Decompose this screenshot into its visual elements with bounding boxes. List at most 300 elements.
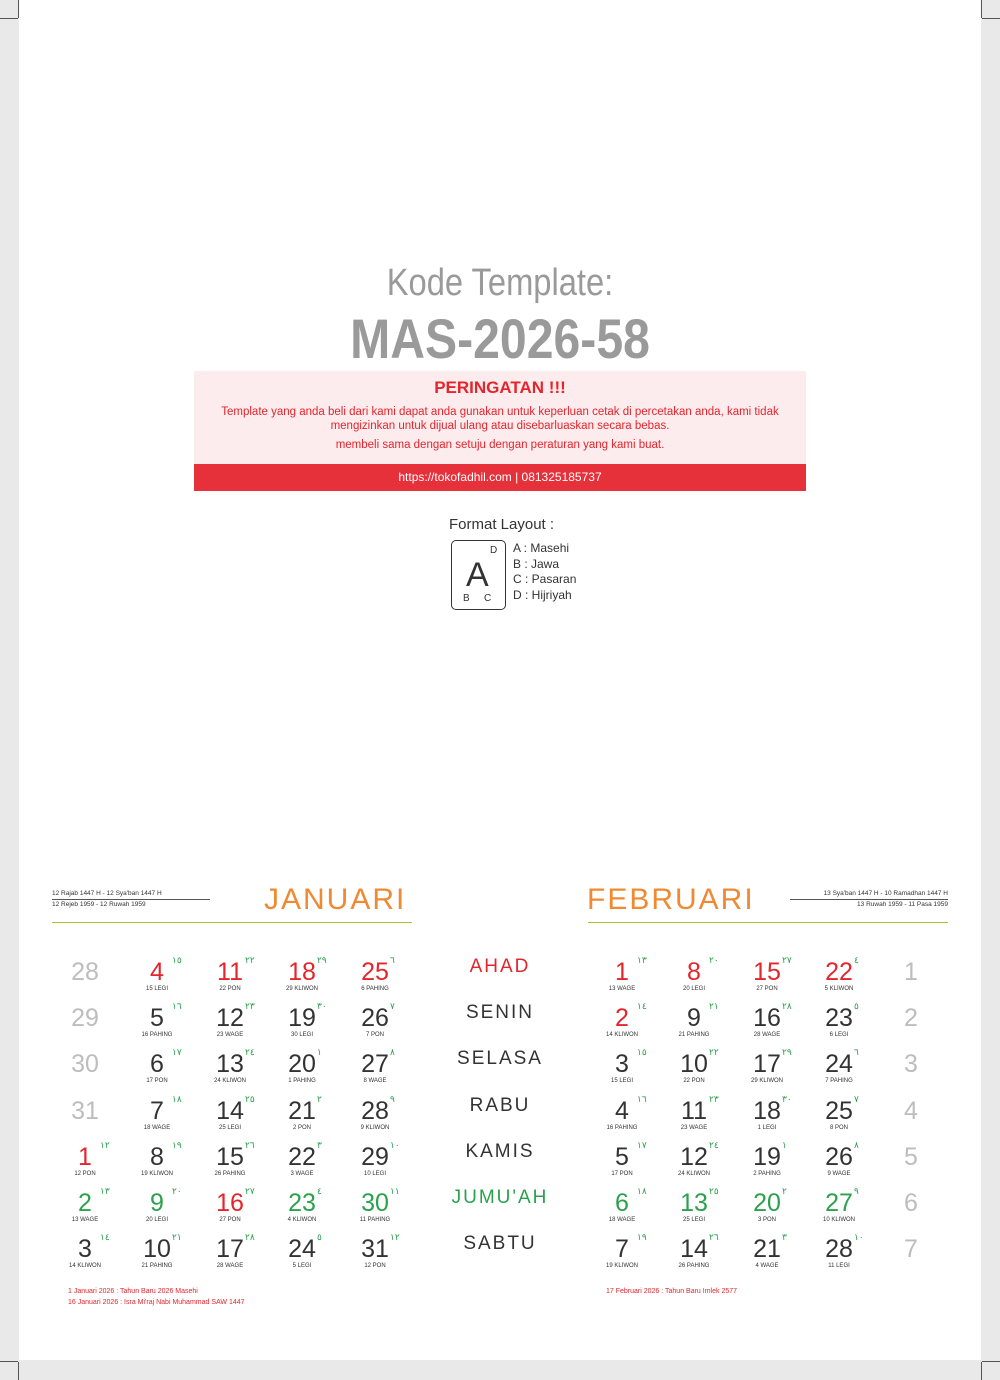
date-number: 6: [615, 1189, 629, 1217]
january-day-cell: [194, 1141, 266, 1187]
february-day-cell: [875, 956, 947, 1002]
january-day-cell: [266, 1141, 338, 1187]
february-title: FEBRUARI: [587, 883, 755, 916]
february-hijri-range: 13 Sya'ban 1447 H - 10 Ramadhan 1447 H: [823, 890, 948, 897]
hijri-date: ٢: [782, 1186, 787, 1196]
date-number: 8: [150, 1142, 164, 1171]
hijri-date: ١٧: [172, 1047, 182, 1058]
date-number: 2: [78, 1189, 92, 1217]
date-number: 26: [361, 1004, 389, 1033]
date-number: 21: [288, 1096, 316, 1125]
hijri-date: ١٤: [637, 1001, 647, 1012]
warning-title: PERINGATAN !!!: [434, 378, 566, 397]
javanese-date: 13 WAGE: [71, 1217, 99, 1223]
date-number: 10: [680, 1050, 708, 1079]
date-number: 22: [288, 1142, 316, 1171]
javanese-date: 23 WAGE: [216, 1032, 244, 1039]
hijri-date: ٣: [782, 1232, 787, 1243]
hijri-date: ٧: [390, 1001, 395, 1012]
date-number: 14: [680, 1235, 708, 1264]
date-number: 11: [681, 1096, 707, 1125]
february-day-cell: [658, 1187, 730, 1233]
hijri-date: ١٣: [637, 955, 647, 965]
hijri-date: ٢٧: [245, 1186, 255, 1196]
february-day-cell: [803, 1141, 875, 1187]
january-day-cell: [339, 1187, 411, 1233]
february-day-cell: [803, 1233, 875, 1279]
february-day-cell: [875, 1233, 947, 1279]
javanese-date: 9 WAGE: [827, 1170, 851, 1177]
date-number: 28: [361, 1096, 389, 1125]
javanese-date: 26 PAHING: [678, 1263, 710, 1270]
january-day-cell: [49, 956, 121, 1002]
hijri-date: ٨: [390, 1047, 395, 1058]
javanese-date: 23 WAGE: [680, 1124, 708, 1131]
january-day-cell: [121, 1002, 193, 1048]
hijri-date: ٢٦: [245, 1139, 255, 1150]
javanese-date: 10 LEGI: [363, 1170, 386, 1177]
january-day-cell: [266, 1233, 338, 1279]
javanese-date: 28 WAGE: [216, 1263, 244, 1270]
february-day-cell: [658, 1141, 730, 1187]
january-day-cell: [49, 1187, 121, 1233]
hijri-date: ٢: [317, 1093, 322, 1104]
javanese-date: 11 LEGI: [828, 1263, 850, 1270]
weekday-label: SABTU: [463, 1233, 537, 1255]
javanese-date: 22 PON: [683, 1078, 705, 1085]
february-day-cell: [586, 1095, 658, 1141]
hijri-date: ٩: [854, 1186, 859, 1196]
january-day-cell: [194, 1233, 266, 1279]
date-number: 11: [217, 958, 243, 986]
february-day-cell: [586, 1233, 658, 1279]
hijri-date: ١٠: [854, 1232, 864, 1243]
crop-mark: [0, 18, 18, 19]
date-number: 17: [753, 1050, 781, 1079]
javanese-date: 14 KLIWON: [68, 1263, 101, 1270]
hijri-date: ٢٣: [709, 1093, 719, 1104]
holiday-note: 16 Januari 2026 : Isra Mi'raj Nabi Muhammad SAW 1447: [68, 1299, 245, 1306]
javanese-date: 1 PAHING: [288, 1078, 316, 1085]
hijri-date: ٦: [390, 955, 395, 965]
hijri-date: ١٤: [100, 1232, 110, 1243]
january-underline: [52, 922, 412, 923]
format-letter-c: C: [484, 593, 492, 604]
date-number: 17: [216, 1235, 244, 1264]
javanese-date: 28 WAGE: [753, 1032, 781, 1039]
format-layout-title: Format Layout :: [449, 516, 555, 533]
date-number: 13: [216, 1050, 244, 1079]
february-day-cell: [731, 1187, 803, 1233]
date-number: 24: [825, 1050, 853, 1079]
date-number: 29: [71, 1004, 99, 1033]
javanese-date: 25 LEGI: [218, 1124, 241, 1131]
date-number: 5: [904, 1142, 918, 1171]
date-number: 7: [150, 1096, 164, 1125]
format-legend: [513, 541, 576, 603]
hijri-date: ١: [317, 1047, 322, 1058]
javanese-date: 20 LEGI: [682, 986, 705, 992]
warning-text-line: membeli sama dengan setuju dengan peraturan yang kami buat.: [335, 439, 665, 451]
javanese-date: 22 PON: [219, 986, 241, 992]
february-day-cell: [875, 1187, 947, 1233]
february-day-cell: [875, 1095, 947, 1141]
january-javanese-range: 12 Rejeb 1959 - 12 Ruwah 1959: [52, 901, 146, 908]
date-number: 1: [904, 958, 918, 986]
hijri-date: ١٣: [100, 1186, 110, 1196]
date-number: 12: [216, 1004, 244, 1033]
january-day-cell: [194, 1048, 266, 1094]
february-day-cell: [803, 1002, 875, 1048]
date-number: 25: [361, 958, 389, 986]
crop-mark: [982, 1361, 1000, 1362]
hijri-date: ٥: [854, 1001, 859, 1012]
february-holidays: [606, 1286, 737, 1297]
warning-text-line: mengizinkan untuk dijual ulang atau disebarluaskan secara bebas.: [330, 420, 670, 432]
february-day-cell: [586, 1187, 658, 1233]
hijri-date: ١٠: [390, 1139, 400, 1150]
javanese-date: 26 PAHING: [214, 1170, 246, 1177]
javanese-date: 25 LEGI: [682, 1217, 705, 1223]
format-letter-b: B: [463, 593, 470, 604]
february-day-cell: [803, 956, 875, 1002]
javanese-date: 16 PAHING: [141, 1032, 173, 1039]
javanese-date: 5 LEGI: [292, 1263, 312, 1270]
hijri-date: ٢٩: [317, 955, 327, 965]
date-number: 28: [825, 1235, 853, 1264]
weekday-label: RABU: [469, 1094, 531, 1116]
february-day-cell: [586, 1141, 658, 1187]
crop-mark: [981, 0, 982, 18]
january-day-cell: [49, 1095, 121, 1141]
divider: [52, 899, 210, 900]
hijri-date: ٢٥: [245, 1093, 255, 1104]
january-day-cell: [266, 1002, 338, 1048]
hijri-date: ٢٢: [709, 1047, 719, 1058]
date-number: 30: [71, 1050, 99, 1079]
hijri-date: ٢٨: [782, 1001, 792, 1012]
format-letter-d: D: [490, 545, 498, 556]
january-day-cell: [121, 1095, 193, 1141]
february-day-cell: [731, 1141, 803, 1187]
january-day-cell: [266, 1187, 338, 1233]
javanese-date: 18 WAGE: [608, 1217, 636, 1223]
january-day-cell: [266, 1095, 338, 1141]
february-day-cell: [586, 1048, 658, 1094]
date-number: 27: [361, 1050, 389, 1079]
javanese-date: 29 KLIWON: [285, 986, 318, 992]
february-day-cell: [731, 1048, 803, 1094]
hijri-date: ٢٧: [782, 955, 792, 965]
january-day-cell: [121, 1187, 193, 1233]
january-day-cell: [194, 1095, 266, 1141]
january-day-cell: [339, 956, 411, 1002]
javanese-date: 7 PON: [365, 1032, 384, 1039]
hijri-date: ٢٨: [245, 1232, 255, 1243]
hijri-date: ١٦: [172, 1001, 182, 1012]
date-number: 19: [288, 1004, 316, 1033]
hijri-date: ١١: [390, 1186, 400, 1196]
javanese-date: 9 KLIWON: [360, 1124, 390, 1131]
date-number: 29: [361, 1142, 389, 1171]
format-legend-item: A : Masehi: [513, 541, 570, 555]
javanese-date: 6 LEGI: [829, 1032, 849, 1039]
javanese-date: 17 PON: [146, 1078, 168, 1085]
format-legend-item: B : Jawa: [513, 556, 560, 571]
javanese-date: 8 PON: [829, 1124, 848, 1131]
date-number: 3: [904, 1050, 918, 1079]
javanese-date: 19 KLIWON: [605, 1263, 638, 1270]
crop-mark: [18, 1362, 19, 1380]
date-number: 1: [78, 1142, 92, 1171]
february-day-cell: [731, 1233, 803, 1279]
february-day-cell: [586, 956, 658, 1002]
february-day-cell: [586, 1002, 658, 1048]
template-code-label: Kode Template:: [386, 262, 614, 304]
date-number: 15: [753, 958, 781, 986]
format-letter-a: A: [466, 556, 489, 594]
february-day-cell: [658, 1002, 730, 1048]
date-number: 14: [216, 1096, 244, 1125]
january-day-cell: [194, 956, 266, 1002]
january-title: JANUARI: [264, 883, 407, 916]
hijri-date: ٢٠: [172, 1186, 182, 1196]
javanese-date: 2 PON: [292, 1124, 311, 1131]
january-day-cell: [194, 1002, 266, 1048]
hijri-date: ١٥: [172, 955, 182, 965]
weekday-label: AHAD: [469, 956, 531, 977]
date-number: 20: [288, 1050, 316, 1079]
january-day-cell: [49, 1048, 121, 1094]
crop-mark: [18, 0, 19, 18]
date-number: 21: [753, 1235, 781, 1264]
january-day-cell: [266, 1048, 338, 1094]
hijri-date: ٢٠: [709, 955, 719, 965]
hijri-date: ١٦: [637, 1093, 647, 1104]
january-day-cell: [339, 1233, 411, 1279]
hijri-date: ٣٠: [317, 1001, 327, 1012]
january-day-cell: [339, 1002, 411, 1048]
february-underline: [588, 922, 948, 923]
february-day-cell: [731, 1002, 803, 1048]
template-code-value: MAS-2026-58: [350, 307, 650, 370]
hijri-date: ٤: [317, 1186, 322, 1196]
date-number: 16: [753, 1004, 781, 1033]
javanese-date: 4 KLIWON: [287, 1217, 317, 1223]
january-day-cell: [339, 1048, 411, 1094]
february-day-cell: [803, 1187, 875, 1233]
weekday-label: SELASA: [457, 1048, 543, 1070]
javanese-date: 19 KLIWON: [140, 1170, 173, 1177]
javanese-date: 3 WAGE: [290, 1170, 314, 1177]
date-number: 1: [615, 958, 629, 986]
hijri-date: ١٨: [172, 1093, 182, 1104]
date-number: 20: [753, 1189, 781, 1217]
january-day-cell: [339, 1095, 411, 1141]
hijri-date: ٣: [317, 1139, 322, 1150]
crop-mark: [0, 1361, 18, 1362]
javanese-date: 30 LEGI: [290, 1032, 313, 1039]
hijri-date: ١٩: [172, 1139, 182, 1150]
date-number: 24: [288, 1235, 316, 1264]
january-day-cell: [121, 1233, 193, 1279]
hijri-date: ٢٤: [709, 1139, 719, 1150]
javanese-date: 15 LEGI: [610, 1078, 633, 1085]
hijri-date: ٢٩: [782, 1047, 792, 1058]
hijri-date: ١: [782, 1139, 787, 1150]
javanese-date: 18 WAGE: [143, 1124, 171, 1131]
date-number: 23: [288, 1189, 316, 1217]
hijri-date: ١٩: [637, 1232, 647, 1243]
javanese-date: 21 PAHING: [678, 1032, 710, 1039]
date-number: 13: [680, 1189, 708, 1217]
date-number: 8: [687, 958, 701, 986]
february-day-cell: [803, 1048, 875, 1094]
hijri-date: ٥: [317, 1232, 322, 1243]
javanese-date: 1 LEGI: [757, 1124, 777, 1131]
javanese-date: 4 WAGE: [755, 1263, 779, 1270]
january-day-cell: [339, 1141, 411, 1187]
format-layout-diagram: [451, 540, 506, 610]
divider: [790, 899, 948, 900]
crop-mark: [981, 1362, 982, 1380]
javanese-date: 21 PAHING: [141, 1263, 173, 1270]
javanese-date: 3 PON: [757, 1217, 776, 1223]
hijri-date: ٨: [854, 1139, 859, 1150]
date-number: 9: [150, 1189, 164, 1217]
date-number: 19: [753, 1142, 781, 1171]
date-number: 25: [825, 1096, 853, 1125]
date-number: 23: [825, 1004, 853, 1033]
date-number: 5: [150, 1004, 164, 1033]
javanese-date: 20 LEGI: [145, 1217, 168, 1223]
javanese-date: 14 KLIWON: [605, 1032, 638, 1039]
january-day-cell: [121, 956, 193, 1002]
javanese-date: 10 KLIWON: [822, 1217, 855, 1223]
date-number: 3: [615, 1050, 629, 1079]
january-day-cell: [121, 1048, 193, 1094]
date-number: 5: [615, 1142, 629, 1171]
format-legend-item: C : Pasaran: [513, 572, 577, 586]
javanese-date: 6 PAHING: [361, 986, 389, 992]
hijri-date: ٢٢: [245, 955, 255, 965]
january-day-cell: [194, 1187, 266, 1233]
date-number: 18: [288, 958, 316, 986]
date-number: 2: [904, 1004, 918, 1033]
javanese-date: 11 PAHING: [359, 1217, 391, 1223]
javanese-date: 17 PON: [611, 1170, 633, 1177]
february-day-cell: [731, 956, 803, 1002]
date-number: 27: [825, 1189, 853, 1217]
date-number: 16: [216, 1189, 244, 1217]
date-number: 3: [78, 1235, 92, 1264]
date-number: 4: [904, 1096, 918, 1125]
january-day-cell: [49, 1002, 121, 1048]
january-hijri-range: 12 Rajab 1447 H - 12 Sya'ban 1447 H: [52, 890, 162, 897]
date-number: 2: [615, 1004, 629, 1033]
javanese-date: 12 PON: [74, 1170, 96, 1177]
javanese-date: 8 WAGE: [363, 1078, 387, 1085]
javanese-date: 24 KLIWON: [677, 1170, 710, 1177]
date-number: 6: [150, 1050, 164, 1079]
january-day-cell: [49, 1141, 121, 1187]
february-day-cell: [731, 1095, 803, 1141]
date-number: 22: [825, 958, 853, 986]
february-day-cell: [658, 1095, 730, 1141]
javanese-date: 7 PAHING: [825, 1078, 853, 1085]
january-day-cell: [121, 1141, 193, 1187]
hijri-date: ٧: [854, 1093, 859, 1104]
hijri-date: ٢٥: [709, 1186, 719, 1196]
crop-mark: [982, 18, 1000, 19]
hijri-date: ٢١: [172, 1232, 182, 1243]
hijri-date: ٢٣: [245, 1001, 255, 1012]
hijri-date: ١٥: [637, 1047, 647, 1058]
february-day-cell: [658, 1233, 730, 1279]
date-number: 31: [71, 1096, 99, 1125]
date-number: 7: [904, 1235, 918, 1264]
format-legend-item: D : Hijriyah: [513, 587, 572, 602]
january-day-cell: [266, 956, 338, 1002]
contact-bar: https://tokofadhil.com | 081325185737: [194, 464, 806, 491]
hijri-date: ١٢: [100, 1139, 110, 1150]
javanese-date: 13 WAGE: [608, 986, 636, 992]
february-javanese-range: 13 Ruwah 1959 - 11 Pasa 1959: [857, 901, 948, 908]
hijri-date: ٣٠: [782, 1093, 792, 1104]
hijri-date: ٢٤: [245, 1047, 255, 1058]
javanese-date: 29 KLIWON: [750, 1078, 783, 1085]
february-day-cell: [658, 956, 730, 1002]
january-day-cell: [49, 1233, 121, 1279]
date-number: 30: [361, 1189, 389, 1217]
weekday-label: SENIN: [465, 1002, 535, 1024]
warning-text-line: Template yang anda beli dari kami dapat anda gunakan untuk keperluan cetak di percetakan anda, kami tidak: [221, 406, 779, 418]
hijri-date: ١٨: [637, 1186, 647, 1196]
date-number: 12: [680, 1142, 708, 1171]
february-day-cell: [875, 1002, 947, 1048]
date-number: 31: [361, 1235, 389, 1264]
weekday-label: KAMIS: [465, 1140, 535, 1162]
weekday-label: JUMU'AH: [451, 1187, 549, 1208]
date-number: 6: [904, 1189, 918, 1217]
hijri-date: ٩: [390, 1093, 395, 1104]
javanese-date: 2 PAHING: [753, 1170, 781, 1177]
hijri-date: ٦: [854, 1047, 859, 1058]
date-number: 4: [150, 958, 164, 986]
date-number: 7: [615, 1235, 629, 1264]
hijri-date: ١٢: [390, 1232, 400, 1243]
javanese-date: 27 PON: [219, 1217, 241, 1223]
javanese-date: 16 PAHING: [606, 1124, 638, 1131]
date-number: 4: [615, 1096, 629, 1125]
february-day-cell: [803, 1095, 875, 1141]
holiday-note: 1 Januari 2026 : Tahun Baru 2026 Masehi: [68, 1288, 198, 1295]
hijri-date: ١٧: [637, 1139, 647, 1150]
javanese-date: 24 KLIWON: [213, 1078, 246, 1085]
date-number: 15: [216, 1142, 244, 1171]
hijri-date: ٤: [854, 955, 859, 965]
date-number: 9: [687, 1004, 701, 1033]
date-number: 28: [71, 958, 99, 986]
javanese-date: 12 PON: [364, 1263, 386, 1270]
february-day-cell: [875, 1048, 947, 1094]
date-number: 26: [825, 1142, 853, 1171]
february-day-cell: [875, 1141, 947, 1187]
hijri-date: ٢١: [709, 1001, 719, 1012]
javanese-date: 15 LEGI: [145, 986, 168, 992]
hijri-date: ٢٦: [709, 1232, 719, 1243]
date-number: 18: [753, 1096, 781, 1125]
